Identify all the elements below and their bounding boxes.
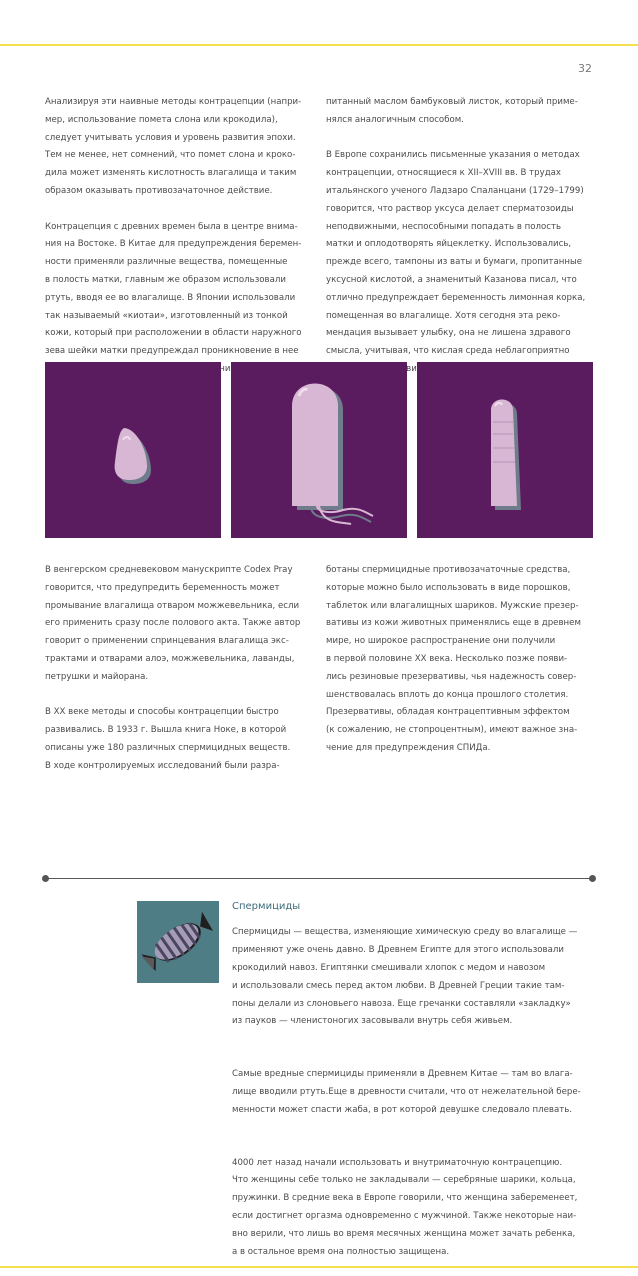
paragraph [326,94,596,130]
text-line: таблеток или влагалищных шариков. Мужские презер- [326,600,579,611]
text-line: и использовали смесь перед актом любви. В Древней Греции такие там- [232,980,565,991]
text-line: питанный маслом бамбуковый листок, который приме- [326,97,578,107]
text-line: чение для предупреждения СПИДа. [326,742,491,753]
text-line: смысла, учитывая, что кислая среда неблагоприятно [326,346,570,357]
text-line: промывание влагалища отваром можжевельника, если [45,600,300,611]
candy-icon [137,901,219,983]
text-line: помещенная во влагалище. Хотя сегодня эта реко- [326,310,561,321]
text-column-1 [45,94,315,379]
text-line: неподвижными, неспособными попадать в полость [326,221,562,232]
text-line: из пауков — членистоногих засовывали внутрь себя живьем. [232,1016,513,1027]
text-line: крокодилий навоз. Египтянки смешивали хлопок с медом и навозом [232,962,546,973]
paragraph [45,562,315,687]
text-line: так называемый «киотаи», изготовленный из тонкой [45,310,288,321]
top-accent-line [0,44,638,46]
bottom-accent-line [0,1266,638,1268]
text-line: а в остальное время она полностью защищена. [232,1246,450,1257]
paragraph [232,1155,597,1262]
paragraph-gap [45,687,315,705]
condom-illustration [417,362,593,538]
text-line: вативы из кожи животных применялись еще в древнем [326,618,581,629]
text-line: трактами и отварами алоэ, можжевельника, лаванды, [45,653,295,664]
spermicides-section [232,898,597,1270]
section-divider [45,878,593,879]
text-line: Тем не менее, нет сомнений, что помет слона и кроко- [45,150,296,161]
text-line: говорится, что раствор уксуса делает сперматозоиды [326,203,574,214]
text-line: итальянского ученого Ладзаро Спаланцани (1729–1799) [326,185,584,196]
paragraph-gap [232,1040,597,1058]
paragraph [232,1066,597,1119]
text-line: Спермициды — вещества, изменяющие химическую среду во влагалище — [232,927,578,938]
text-line: В ходе контролируемых исследований были разра- [45,760,280,771]
paragraph [45,704,315,775]
text-line: отлично предупреждает беременность лимонная корка, [326,292,586,303]
text-line: Что женщины себе только не закладывали — серебряные шарики, кольца, [232,1175,576,1186]
pessary-illustration [45,362,221,538]
divider-dot-left [42,875,49,882]
text-line: ности применяли различные вещества, помещенные [45,257,288,268]
divider-dot-right [589,875,596,882]
text-line: (к сожалению, не стопроцентным), имеют важное зна- [326,725,578,736]
text-line: Самые вредные спермициды применяли в Древнем Китае — там во влага- [232,1069,573,1080]
paragraph-gap [45,201,315,219]
text-line: матки и оплодотворять яйцеклетку. Использовались, [326,239,572,250]
text-line: образом оказывать противозачаточное действие. [45,185,273,196]
text-line: говорит о применении спринцевания влагалища экс- [45,636,289,647]
text-column-4 [326,562,596,758]
text-line: мендация вызывает улыбку, она не лишена здравого [326,328,571,339]
paragraph [45,219,315,379]
paragraph [326,147,596,378]
text-line: в полость матки, главным же образом использовали [45,274,286,285]
text-line: кожи, который при расположении в области наружного [45,328,302,339]
text-line: В XX веке методы и способы контрацепции быстро [45,707,279,718]
text-line: развивались. В 1933 г. Вышла книга Ноке, в которой [45,725,287,736]
text-line: петрушки и майорана. [45,671,149,682]
paragraph-gap [232,1128,597,1146]
text-line: которые можно было использовать в виде порошков, [326,582,571,593]
text-line: в первой половине XX века. Несколько позже появи- [326,653,568,664]
text-line: В Европе сохранились письменные указания о методах [326,150,580,161]
text-line: применяют уже очень давно. В Древнем Египте для этого использовали [232,945,564,956]
text-line: следует учитывать условия и уровень развития эпохи. [45,132,296,143]
text-line: пружинки. В средние века в Европе говорили, что женщина забеременеет, [232,1193,578,1204]
paragraph [232,924,597,1031]
text-line: 4000 лет назад начали использовать и внутриматочную контрацепцию. [232,1157,563,1168]
text-line: зева шейки матки предупреждал проникновение в нее [45,346,299,357]
text-line: поны делали из слоновьего навоза. Еще гречанки составляли «закладку» [232,998,571,1009]
text-line: его применить сразу после полового акта. Также автор [45,618,301,629]
section-title: Спермициды [232,901,301,912]
section-body [232,924,597,1261]
text-line: нялся аналогичным способом. [326,114,464,125]
text-line: ния на Востоке. В Китае для предупреждения беремен- [45,239,302,250]
text-line: дила может изменять кислотность влагалища и таким [45,168,297,179]
text-line: лище вводили ртуть.Еще в древности считали, что от нежелательной бере- [232,1086,581,1097]
text-line: ртуть, вводя ее во влагалище. В Японии использовали [45,292,296,303]
text-line: прежде всего, тампоны из ваты и бумаги, пропитанные [326,257,583,268]
text-line: контрацепции, относящиеся к XII–XVIII вв. В трудах [326,168,561,179]
paragraph-gap [326,130,596,148]
page-number: 32 [578,62,592,75]
text-line: мер, использование помета слона или крокодила), [45,114,278,125]
paragraph [45,94,315,201]
text-column-3 [45,562,315,776]
text-line: Контрацепция с древних времен была в центре внима- [45,221,298,232]
text-line: описаны уже 180 различных спермицидных веществ. [45,742,291,753]
text-column-2 [326,94,596,379]
text-line: Анализируя эти наивные методы контрацепции (напри- [45,97,302,107]
text-line: ботаны спермицидные противозачаточные средства, [326,565,571,575]
text-line: лись резиновые презервативы, чья надежность совер- [326,671,577,682]
paragraph [326,562,596,758]
text-line: говорится, что предупредить беременность может [45,582,280,593]
text-line: уксусной кислотой, а знаменитый Казанова писал, что [326,274,577,285]
text-line: мире, но широкое распространение они получили [326,636,556,647]
text-line: если достигнет оргазма одновременно с мужчиной. Также некоторые наи- [232,1210,577,1221]
text-line: менности может спасти жаба, в рот которой девушке следовало плевать. [232,1104,573,1115]
text-line: Презервативы, обладая контрацептивным эффектом [326,707,570,718]
text-line: В венгерском средневековом манускрипте Codex Pray [45,565,293,575]
text-line: вно верили, что лишь во время месячных женщина может зачать ребенка, [232,1228,576,1239]
text-line: шенствовалась вплоть до конца прошлого столетия. [326,689,569,700]
tampon-illustration [231,362,407,538]
